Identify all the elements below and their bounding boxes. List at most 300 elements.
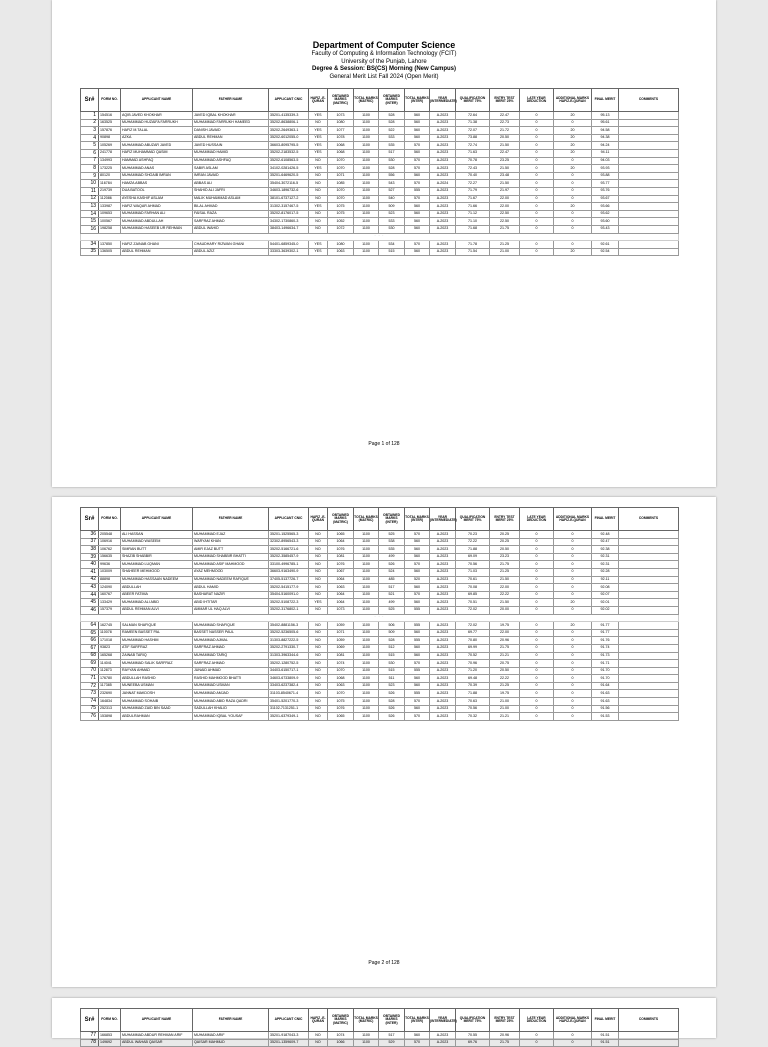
- cell-comments: [619, 127, 679, 135]
- cell-tot-inter: 570: [405, 195, 430, 203]
- column-header-additional: ADDITIONAL MARKS HAFIZ-E-QURAN: [554, 1009, 592, 1032]
- cell-obt-matric: 1071: [328, 172, 354, 180]
- cell-late: 0: [520, 119, 554, 127]
- cell-tot-matric: 1100: [354, 606, 379, 614]
- cell-late: 0: [520, 622, 554, 630]
- table-row: [81, 637, 679, 645]
- column-header-tot-inter: TOTAL MARKS (INTER): [405, 89, 430, 112]
- cell-comments: [619, 713, 679, 721]
- cell-late: 0: [520, 644, 554, 652]
- cell-sr: 73: [81, 690, 99, 698]
- cell-cnic: 36603-9163490-9: [269, 568, 309, 576]
- cell-obt-matric: 1076: [328, 546, 354, 554]
- cell-tot-inter: 570: [405, 660, 430, 668]
- cell-form: 133987: [99, 203, 121, 211]
- cell-qual: 71.12: [456, 210, 490, 218]
- cell-sr: 9: [81, 172, 99, 180]
- cell-late: 0: [520, 713, 554, 721]
- cell-year: A-2024: [430, 180, 456, 188]
- cell-additional: 0: [554, 644, 592, 652]
- cell-applicant: MUHAMMAD HUZAIFA FARRUKH: [121, 119, 193, 127]
- cell-obt-inter: 512: [379, 644, 405, 652]
- cell-comments: [619, 119, 679, 127]
- cell-obt-inter: 556: [379, 172, 405, 180]
- cell-father: MUHAMMAD HAMID: [193, 149, 269, 157]
- cell-tot-matric: 1100: [354, 660, 379, 668]
- cell-test: 22.00: [490, 195, 520, 203]
- cell-hafiz: NO: [309, 172, 328, 180]
- cell-comments: [619, 248, 679, 256]
- cell-applicant: AZKA: [121, 134, 193, 142]
- cell-obt-inter: 528: [379, 637, 405, 645]
- cell-qual: 69.85: [456, 591, 490, 599]
- cell-obt-matric: 1067: [328, 568, 354, 576]
- cell-obt-matric: 1085: [328, 180, 354, 188]
- cell-year: A-2023: [430, 1039, 456, 1047]
- cell-test: 21.00: [490, 705, 520, 713]
- cell-qual: 71.78: [456, 241, 490, 249]
- cell-tot-inter: 570: [405, 591, 430, 599]
- cell-late: 0: [520, 682, 554, 690]
- cell-obt-inter: 509: [379, 203, 405, 211]
- cell-cnic: 35402-8881156-3: [269, 622, 309, 630]
- cell-hafiz: NO: [309, 531, 328, 539]
- column-header-form: FORM NO.: [99, 89, 121, 112]
- cell-obt-matric: 1076: [328, 561, 354, 569]
- cell-form: 154516: [99, 112, 121, 120]
- cell-form: 99636: [99, 561, 121, 569]
- cell-father: MUHAMMAD SHABBIR BHATTI: [193, 553, 269, 561]
- cell-tot-matric: 1100: [354, 203, 379, 211]
- cell-qual: 72.74: [456, 142, 490, 150]
- cell-obt-matric: 1064: [328, 591, 354, 599]
- cell-tot-inter: 560: [405, 675, 430, 683]
- merit-table: [80, 1008, 679, 1047]
- column-header-father: FATHER NAME: [193, 1009, 269, 1032]
- cell-applicant: SALMAN SHAFIQUE: [121, 622, 193, 630]
- cell-late: 0: [520, 705, 554, 713]
- cell-form: 103009: [99, 568, 121, 576]
- cell-father: ABDUL HAMID: [193, 584, 269, 592]
- cell-applicant: MUNEEBA USMAN: [121, 682, 193, 690]
- cell-qual: 70.32: [456, 713, 490, 721]
- cell-cnic: 34603-1896732-6: [269, 187, 309, 195]
- table-row: [81, 591, 679, 599]
- cell-tot-matric: 1100: [354, 248, 379, 256]
- cell-final: 92.61: [592, 241, 619, 249]
- table-row: [81, 629, 679, 637]
- cell-obt-matric: 1081: [328, 553, 354, 561]
- cell-tot-inter: 570: [405, 180, 430, 188]
- cell-father: RASHID MAHMOOD BHATTI: [193, 675, 269, 683]
- cell-year: A-2023: [430, 606, 456, 614]
- cell-applicant: ZAINAB TARIQ: [121, 652, 193, 660]
- table-row: [81, 149, 679, 157]
- cell-applicant: MUHAMMAD WASEEM: [121, 538, 193, 546]
- column-header-final: FINAL MERIT: [592, 89, 619, 112]
- column-header-late: LATE YEAR DEDUCTION: [520, 89, 554, 112]
- cell-test: 23.48: [490, 172, 520, 180]
- cell-tot-inter: 560: [405, 546, 430, 554]
- cell-applicant: MUHAMMAD HASSAAN NADEEM: [121, 576, 193, 584]
- cell-tot-matric: 1100: [354, 568, 379, 576]
- cell-tot-matric: 1100: [354, 591, 379, 599]
- cell-additional: 0: [554, 705, 592, 713]
- cell-obt-inter: 526: [379, 690, 405, 698]
- cell-obt-inter: 515: [379, 652, 405, 660]
- cell-additional: 0: [554, 218, 592, 226]
- cell-tot-inter: 560: [405, 705, 430, 713]
- cell-applicant: HAFIZ WAQAR AHMAD: [121, 203, 193, 211]
- column-header-qual: QUALIFICATION MERIT 75%: [456, 508, 490, 531]
- cell-applicant: MUHAMMAD SHOAIB IMRAN: [121, 172, 193, 180]
- table-row: [81, 1039, 679, 1047]
- cell-year: A-2023: [430, 690, 456, 698]
- cell-tot-matric: 1100: [354, 134, 379, 142]
- merit-table: [80, 88, 679, 256]
- cell-sr: 43: [81, 584, 99, 592]
- cell-tot-inter: 570: [405, 698, 430, 706]
- cell-hafiz: YES: [309, 241, 328, 249]
- cell-qual: 70.78: [456, 157, 490, 165]
- cell-tot-matric: 1100: [354, 629, 379, 637]
- cell-test: 19.75: [490, 622, 520, 630]
- cell-obt-matric: 1064: [328, 599, 354, 607]
- cell-hafiz: NO: [309, 652, 328, 660]
- cell-comments: [619, 1039, 679, 1047]
- cell-obt-matric: 1070: [328, 165, 354, 173]
- cell-test: 22.50: [490, 218, 520, 226]
- cell-year: A-2023: [430, 172, 456, 180]
- cell-form: 134993: [99, 157, 121, 165]
- cell-form: 93823: [99, 644, 121, 652]
- cell-tot-matric: 1100: [354, 644, 379, 652]
- cell-applicant: ABDUL REHMAN: [121, 248, 193, 256]
- cell-late: 0: [520, 568, 554, 576]
- cell-final: 91.76: [592, 637, 619, 645]
- column-header-obt-matric: OBTAINED MARKS (MATRIC): [328, 89, 354, 112]
- cell-comments: [619, 195, 679, 203]
- cell-late: 0: [520, 241, 554, 249]
- column-header-cnic: APPLICANT CNIC: [269, 1009, 309, 1032]
- cell-cnic: 35202-5236505-6: [269, 629, 309, 637]
- cell-tot-matric: 1100: [354, 1032, 379, 1040]
- cell-cnic: 33303-3639302-1: [269, 248, 309, 256]
- cell-comments: [619, 606, 679, 614]
- cell-late: 0: [520, 675, 554, 683]
- cell-late: 0: [520, 218, 554, 226]
- cell-father: SHAHID ALI JAFRI: [193, 187, 269, 195]
- cell-sr: 37: [81, 538, 99, 546]
- table-row: [81, 538, 679, 546]
- cell-form: 106762: [99, 546, 121, 554]
- cell-year: A-2023: [430, 584, 456, 592]
- cell-hafiz: NO: [309, 660, 328, 668]
- column-header-hafiz: HAFIZ -E-QURAN: [309, 89, 328, 112]
- cell-year: A-2023: [430, 644, 456, 652]
- cell-test: 21.25: [490, 568, 520, 576]
- cell-sr: 68: [81, 652, 99, 660]
- cell-obt-matric: 1071: [328, 629, 354, 637]
- cell-applicant: ABDULLAH RASHID: [121, 675, 193, 683]
- cell-final: 92.11: [592, 576, 619, 584]
- cell-additional: 0: [554, 568, 592, 576]
- cell-qual: 71.68: [456, 225, 490, 233]
- table-header-row: [81, 508, 679, 531]
- cell-cnic: 35202-5108722-3: [269, 599, 309, 607]
- cell-additional: 20: [554, 127, 592, 135]
- cell-year: A-2023: [430, 134, 456, 142]
- cell-form: 219739: [99, 187, 121, 195]
- cell-year: A-2023: [430, 576, 456, 584]
- cell-test: 22.00: [490, 584, 520, 592]
- cell-cnic: 34302-1730860-3: [269, 218, 309, 226]
- cell-year: A-2023: [430, 675, 456, 683]
- cell-tot-matric: 1100: [354, 599, 379, 607]
- merit-list-line: General Merit List Fall 2024 (Open Merit): [329, 73, 439, 80]
- table-row: [81, 157, 679, 165]
- cell-cnic: 31303-3963344-6: [269, 652, 309, 660]
- cell-obt-inter: 521: [379, 591, 405, 599]
- cell-form: 114041: [99, 660, 121, 668]
- cell-comments: [619, 568, 679, 576]
- column-header-year: YEAR (INTERMEDIATE): [430, 508, 456, 531]
- cell-hafiz: YES: [309, 203, 328, 211]
- cell-comments: [619, 531, 679, 539]
- cell-late: 0: [520, 576, 554, 584]
- column-header-applicant: APPLICANT NAME: [121, 1009, 193, 1032]
- omitted-rows: [81, 233, 679, 241]
- cell-comments: [619, 660, 679, 668]
- cell-obt-inter: 526: [379, 705, 405, 713]
- cell-father: MUHAMMAD USMAN: [193, 682, 269, 690]
- cell-applicant: ABDULRAHMAN: [121, 713, 193, 721]
- cell-tot-inter: 560: [405, 538, 430, 546]
- cell-sr: 69: [81, 660, 99, 668]
- column-header-final: FINAL MERIT: [592, 508, 619, 531]
- cell-test: 21.75: [490, 561, 520, 569]
- cell-late: 0: [520, 546, 554, 554]
- cell-tot-inter: 560: [405, 225, 430, 233]
- cell-tot-inter: 555: [405, 187, 430, 195]
- cell-form: 241778: [99, 149, 121, 157]
- cell-additional: 0: [554, 1032, 592, 1040]
- cell-year: A-2023: [430, 187, 456, 195]
- cell-tot-inter: 555: [405, 606, 430, 614]
- cell-late: 0: [520, 606, 554, 614]
- cell-qual: 71.67: [456, 195, 490, 203]
- cell-qual: 71.20: [456, 667, 490, 675]
- cell-father: SARFRAZ AHMAD: [193, 660, 269, 668]
- page-number: Page 1 of 128: [368, 441, 400, 447]
- table-row: [81, 682, 679, 690]
- cell-test: 21.25: [490, 682, 520, 690]
- cell-late: 0: [520, 195, 554, 203]
- cell-sr: 76: [81, 713, 99, 721]
- cell-qual: 70.61: [456, 576, 490, 584]
- column-header-tot-matric: TOTAL MARKS (MATRIC): [354, 1009, 379, 1032]
- table-row: [81, 180, 679, 188]
- cell-qual: 72.27: [456, 180, 490, 188]
- cell-sr: 46: [81, 606, 99, 614]
- cell-tot-inter: 560: [405, 210, 430, 218]
- cell-cnic: 35202-2183532-5: [269, 149, 309, 157]
- cell-applicant: ABEER FATIMA: [121, 591, 193, 599]
- cell-hafiz: NO: [309, 584, 328, 592]
- cell-father: BASSET NASSER PAUL: [193, 629, 269, 637]
- cell-qual: 69.48: [456, 675, 490, 683]
- cell-applicant: ALI HASSAN: [121, 531, 193, 539]
- cell-test: 21.97: [490, 187, 520, 195]
- cell-qual: 69.09: [456, 553, 490, 561]
- table-row: [81, 576, 679, 584]
- cell-father: ABDUL WAHID: [193, 225, 269, 233]
- department-title: Department of Computer Science: [312, 40, 456, 50]
- cell-test: 20.00: [490, 606, 520, 614]
- cell-tot-matric: 1100: [354, 705, 379, 713]
- cell-sr: 36: [81, 531, 99, 539]
- cell-applicant: MUHAMMAD LUQMAN: [121, 561, 193, 569]
- cell-father: MUHAMMAD ABID RAZA QADRI: [193, 698, 269, 706]
- column-header-cnic: APPLICANT CNIC: [269, 508, 309, 531]
- cell-sr: 5: [81, 142, 99, 150]
- cell-hafiz: NO: [309, 591, 328, 599]
- cell-hafiz: NO: [309, 629, 328, 637]
- cell-father: JAVED IQBAL KHOKHAR: [193, 112, 269, 120]
- cell-test: 22.47: [490, 149, 520, 157]
- cell-test: 22.22: [490, 675, 520, 683]
- cell-year: A-2023: [430, 203, 456, 211]
- cell-year: A-2023: [430, 165, 456, 173]
- cell-cnic: 35201-6469620-5: [269, 172, 309, 180]
- cell-final: 94.03: [592, 157, 619, 165]
- cell-sr: 38: [81, 546, 99, 554]
- cell-form: 136505: [99, 248, 121, 256]
- table-row: [81, 172, 679, 180]
- cell-sr: 72: [81, 682, 99, 690]
- table-row: [81, 241, 679, 249]
- cell-comments: [619, 705, 679, 713]
- cell-tot-matric: 1100: [354, 667, 379, 675]
- merit-table: [80, 507, 679, 721]
- cell-year: A-2023: [430, 713, 456, 721]
- cell-form: 117385: [99, 682, 121, 690]
- cell-final: 94.58: [592, 127, 619, 135]
- cell-obt-matric: 1078: [328, 134, 354, 142]
- cell-father: MUHAMMAD IQBAL YOUSAF: [193, 713, 269, 721]
- cell-obt-inter: 530: [379, 660, 405, 668]
- cell-qual: 70.51: [456, 599, 490, 607]
- cell-final: 91.63: [592, 698, 619, 706]
- cell-obt-inter: 535: [379, 142, 405, 150]
- faculty-line: Faculty of Computing & Information Technology (FCIT): [311, 51, 457, 58]
- cell-tot-matric: 1100: [354, 698, 379, 706]
- cell-final: 91.77: [592, 629, 619, 637]
- cell-additional: 20: [554, 622, 592, 630]
- column-header-obt-inter: OBTAINED MARKS (INTER): [379, 1009, 405, 1032]
- cell-father: ABDUL AZIZ: [193, 248, 269, 256]
- cell-qual: 70.63: [456, 698, 490, 706]
- cell-additional: 0: [554, 652, 592, 660]
- cell-test: 20.25: [490, 538, 520, 546]
- cell-form: 106916: [99, 538, 121, 546]
- table-row: [81, 644, 679, 652]
- column-header-applicant: APPLICANT NAME: [121, 89, 193, 112]
- cell-test: 21.00: [490, 248, 520, 256]
- cell-applicant: MUHAMMAD ZAID BIN SAAD: [121, 705, 193, 713]
- cell-applicant: MUHAMMAD ANAS: [121, 165, 193, 173]
- cell-late: 0: [520, 629, 554, 637]
- cell-late: 0: [520, 134, 554, 142]
- cell-applicant: MUHAMMAD HASHIM: [121, 637, 193, 645]
- cell-hafiz: YES: [309, 142, 328, 150]
- cell-additional: 20: [554, 112, 592, 120]
- cell-sr: 1: [81, 112, 99, 120]
- cell-additional: 0: [554, 210, 592, 218]
- cell-additional: 20: [554, 248, 592, 256]
- column-header-hafiz: HAFIZ -E-QURAN: [309, 1009, 328, 1032]
- cell-comments: [619, 210, 679, 218]
- cell-form: 173225: [99, 165, 121, 173]
- cell-year: A-2023: [430, 195, 456, 203]
- cell-test: 19.75: [490, 690, 520, 698]
- cell-form: 165268: [99, 652, 121, 660]
- cell-final: 92.08: [592, 584, 619, 592]
- cell-additional: 0: [554, 172, 592, 180]
- cell-form: 163525: [99, 119, 121, 127]
- cell-final: 93.88: [592, 172, 619, 180]
- cell-additional: 0: [554, 713, 592, 721]
- cell-test: 20.75: [490, 660, 520, 668]
- cell-final: 92.01: [592, 599, 619, 607]
- cell-test: 23.23: [490, 553, 520, 561]
- column-header-test: ENTRY TEST MERIT 25%: [490, 508, 520, 531]
- cell-tot-matric: 1100: [354, 195, 379, 203]
- cell-obt-inter: 499: [379, 553, 405, 561]
- cell-year: A-2023: [430, 705, 456, 713]
- cell-additional: 0: [554, 241, 592, 249]
- cell-tot-matric: 1100: [354, 112, 379, 120]
- cell-form: 160767: [99, 591, 121, 599]
- cell-cnic: 35201-1525565-3: [269, 531, 309, 539]
- cell-tot-inter: 570: [405, 531, 430, 539]
- cell-final: 93.66: [592, 203, 619, 211]
- cell-obt-matric: 1070: [328, 187, 354, 195]
- cell-cnic: 34603-6733809-9: [269, 675, 309, 683]
- omitted-rows-marker: · · ·: [81, 614, 679, 622]
- table-row: [81, 218, 679, 226]
- cell-father: MUHAMMAD ASIF MAHMOOD: [193, 561, 269, 569]
- cell-qual: 71.10: [456, 218, 490, 226]
- cell-father: AYAZ MEHMOOD: [193, 568, 269, 576]
- cell-tot-matric: 1100: [354, 1039, 379, 1047]
- cell-final: 91.70: [592, 667, 619, 675]
- cell-obt-matric: 1075: [328, 210, 354, 218]
- cell-additional: 0: [554, 660, 592, 668]
- cell-late: 0: [520, 637, 554, 645]
- cell-hafiz: NO: [309, 705, 328, 713]
- omitted-rows: [81, 614, 679, 622]
- cell-qual: 70.23: [456, 531, 490, 539]
- cell-tot-inter: 560: [405, 112, 430, 120]
- cell-late: 0: [520, 538, 554, 546]
- cell-test: 22.50: [490, 210, 520, 218]
- cell-form: 88898: [99, 576, 121, 584]
- cell-obt-matric: 1065: [328, 531, 354, 539]
- column-header-form: FORM NO.: [99, 1009, 121, 1032]
- cell-sr: 78: [81, 1039, 99, 1047]
- cell-additional: 0: [554, 561, 592, 569]
